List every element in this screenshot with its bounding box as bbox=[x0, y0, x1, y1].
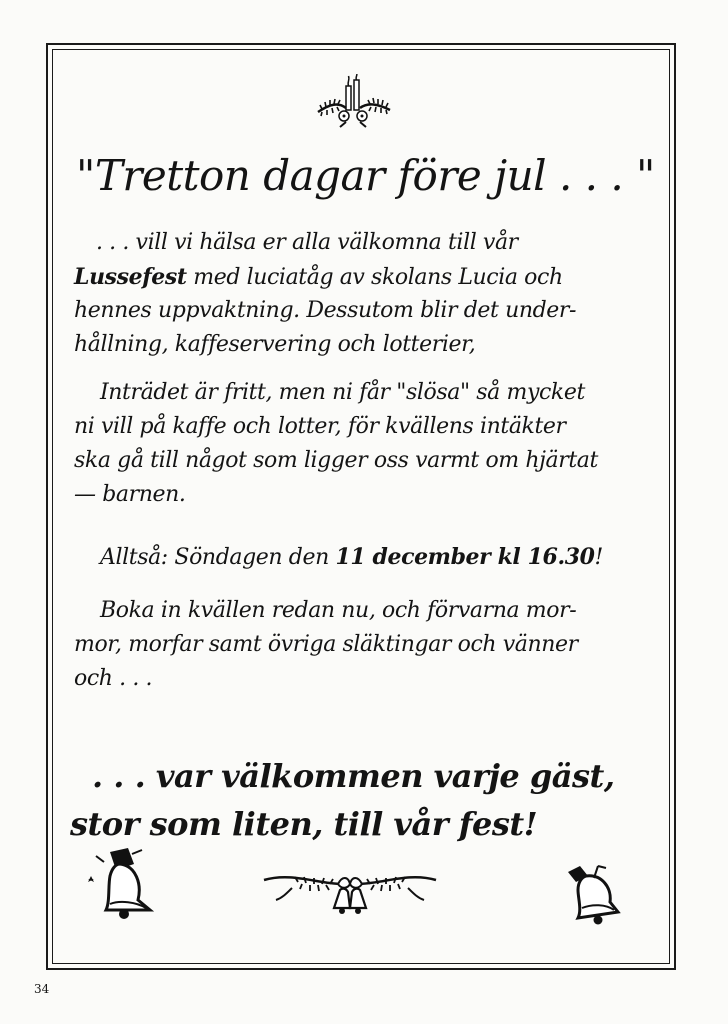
closing-line-2: stor som liten, till vår fest! bbox=[70, 805, 538, 843]
entry-line-3: ska gå till något som ligger oss varmt om hjärtat bbox=[74, 448, 598, 473]
bells-garland-icon bbox=[262, 866, 438, 916]
booking-line-3: och . . . bbox=[74, 666, 153, 691]
bell-with-star-icon bbox=[80, 844, 164, 920]
entry-line-1: Inträdet är fritt, men ni får "slösa" så mycket bbox=[100, 380, 585, 405]
entry-line-4: — barnen. bbox=[74, 482, 186, 507]
booking-line-2: mor, morfar samt övriga släktingar och vänner bbox=[74, 632, 578, 657]
page-number: 34 bbox=[34, 982, 50, 996]
invitation-title: "Tretton dagar före jul . . . " bbox=[76, 151, 655, 200]
entry-line-2: ni vill på kaffe och lotter, för kvällens intäkter bbox=[74, 414, 566, 439]
bell-icon bbox=[558, 862, 622, 926]
event-name: Lussefest bbox=[74, 264, 187, 290]
intro-line-1: . . . vill vi hälsa er alla välkomna till vår bbox=[96, 230, 518, 255]
date-suffix: ! bbox=[594, 545, 603, 570]
intro-line-2-rest: med luciatåg av skolans Lucia och bbox=[186, 265, 563, 290]
closing-greeting bbox=[70, 752, 614, 848]
booking-line-1: Boka in kvällen redan nu, och förvarna mor- bbox=[100, 598, 577, 623]
closing-line-1: . . . var välkommen varje gäst, bbox=[92, 757, 615, 795]
event-date: 11 december kl 16.30 bbox=[335, 544, 595, 570]
candle-ornament-icon bbox=[316, 74, 392, 128]
date-prefix: Alltså: Söndagen den bbox=[100, 545, 336, 570]
event-date-line bbox=[100, 540, 603, 575]
intro-line-3: hennes uppvaktning. Dessutom blir det under- bbox=[74, 298, 577, 323]
intro-line-2 bbox=[74, 260, 563, 295]
intro-line-4: hållning, kaffeservering och lotterier, bbox=[74, 332, 476, 357]
